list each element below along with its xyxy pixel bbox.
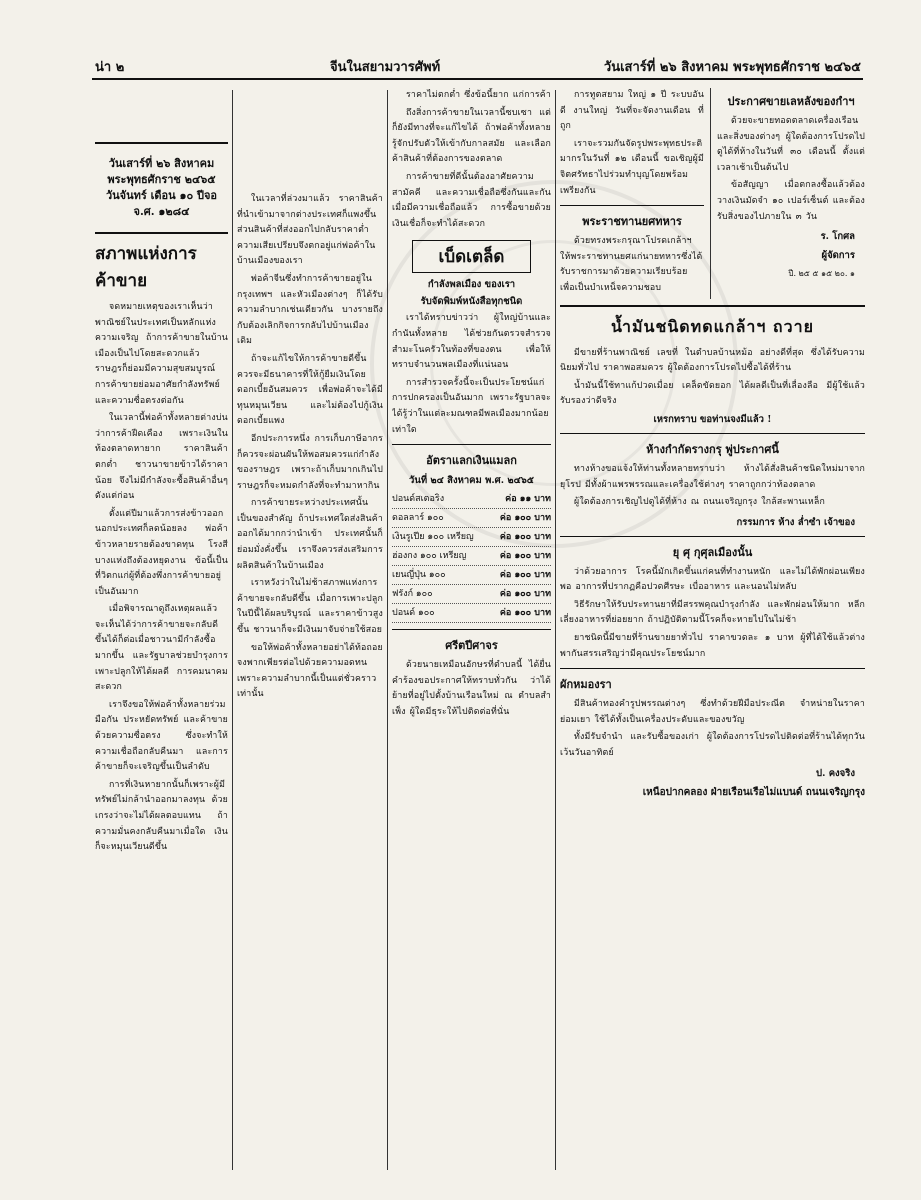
dateline (95, 150, 228, 226)
miscellany-heading: เบ็ดเตล็ด (412, 240, 531, 273)
top-right-block (717, 88, 865, 299)
notice-body (392, 658, 551, 720)
paragraph: ข้อสัญญา เมื่อตกลงซื้อแล้วต้องวางเงินมัดจำ ๑๐ เปอร์เซ็นต์ และต้องรับสิ่งของไปภายใน ๓ วัน (717, 180, 865, 222)
rate-currency: ปอนด์ ๑๐๐ (392, 608, 435, 619)
paragraph: ผู้ใดต้องการเชิญไปดูได้ที่ห้าง ณ ถนนเจริญกรุง ใกล้สะพานเหล็ก (574, 497, 826, 508)
news-top (392, 88, 551, 232)
company-notice-body (560, 462, 865, 511)
rule (560, 205, 704, 206)
exchange-rate-title: อัตราแลกเงินแมลก (426, 454, 517, 468)
top-left-block (560, 88, 704, 299)
rate-value: ค่อ ๑๐๐ บาท (499, 551, 551, 562)
paragraph: มีสินค้าทองคำรูปพรรณต่างๆ ซึ่งทำด้วยฝีมือประณีต จำหน่ายในราคาย่อมเยา ใช้ได้ทั้งเป็นเครื่องประดับและของขวัญ (560, 699, 865, 725)
paragraph: ในเวลานี้พ่อค้าทั้งหลายต่างบ่นว่าการค้าฝืดเคือง เพราะเงินในท้องตลาดหายาก ราคาสินค้าตกต่ำ ชาวนาขายข้าวได้ราคาน้อย จึงไม่มีกำลังจะซื้อสินค้าอื่นๆ ดังแต่ก่อน (95, 413, 228, 502)
rate-value: ค่อ ๑๐๐ บาท (499, 532, 551, 543)
paragraph: เมื่อพิจารณาดูถึงเหตุผลแล้ว จะเห็นได้ว่าการค้าขายจะกลับดีขึ้นได้ก็ต่อเมื่อชาวนามีกำลังซื้อมากขึ้น และรัฐบาลช่วยบำรุงการเพาะปลูกให้ได้ผลดี การคมนาคมสะดวก (95, 604, 228, 693)
dateline-gregorian: วันเสาร์ที่ ๒๖ สิงหาคม พระพุทธศักราช ๒๔๖๕ (107, 157, 216, 186)
exchange-rate-date: วันที่ ๒๔ สิงหาคม พ.ศ. ๒๔๖๕ (408, 475, 534, 487)
rate-row (392, 604, 551, 623)
rule (560, 536, 865, 537)
paragraph: ด้วยจะขายทอดตลาดเครื่องเรือน และสิ่งของต่างๆ ผู้ใดต้องการโปรดไปดูได้ที่ห้างในวันที่ ๓๐ เดือนนี้ ตั้งแต่เวลาเช้าเป็นต้นไป (717, 116, 865, 173)
rate-currency: ดอลลาร์ ๑๐๐ (392, 513, 444, 524)
paragraph: พ่อค้าจีนซึ่งทำการค้าขายอยู่ในกรุงเทพฯ และหัวเมืองต่างๆ ก็ได้รับความลำบากเช่นเดียวกัน บางรายถึงกับต้องเลิกกิจการกลับไปบ้านเมืองเดิม (237, 273, 383, 347)
paragraph: ด้วยนายเหมือนอักษรที่ตำบลนี้ ได้ยื่นคำร้องขอประกาศให้ทราบทั่วกัน ว่าได้ย้ายที่อยู่ไปตั้งบ้านเรือนใหม่ ณ ตำบลสำเพ็ง ผู้ใดมีธุระให้ไปติดต่อที่นั่น (392, 660, 551, 717)
paragraph: จดหมายเหตุของเราเห็นว่าพาณิชย์ในประเทศเป็นหลักแห่งความเจริญ ถ้าการค้าขายในบ้านเมืองเป็นไปโดยสะดวกแล้ว ราษฎรก็ย่อมมีความสุขสมบูรณ์ การค้าขายย่อมอาศัยกำลังทรัพย์และความซื่อตรงต่อกัน (95, 302, 228, 406)
column-divider (710, 88, 711, 299)
rate-currency: เงินรูเปีย ๑๐๐ เหรียญ (392, 532, 474, 543)
newspaper-name: จีนในสยามวารศัพท์ (330, 60, 441, 75)
oil-ad-signature: เหรกทราบ ขอท่านจงมีแล้ว ! (653, 413, 772, 425)
rate-currency: ปอนด์สเตอริง (392, 494, 445, 505)
gold-shop-signature: ป. คงจริง (816, 767, 855, 779)
auction-signature-title: ผู้จัดการ (821, 250, 855, 262)
paragraph: ในเวลาที่ล่วงมาแล้ว ราคาสินค้าที่นำเข้ามาจากต่างประเทศก็แพงขึ้น ส่วนสินค้าที่ส่งออกไปกลับราคาต่ำ ความเสียเปรียบจึงตกอยู่แก่พ่อค้าในบ้านเมืองของเรา (237, 194, 383, 267)
paragraph: เราหวังว่าในไม่ช้าสภาพแห่งการค้าขายจะกลับดีขึ้น เมื่อการเพาะปลูกในปีนี้ได้ผลบริบูรณ์ และราคาข้าวสูงขึ้น ชาวนาก็จะมีเงินมาจับจ่ายใช้สอย (237, 578, 383, 636)
rate-value: ค่อ ๑๐๐ บาท (499, 589, 551, 600)
rate-row (392, 509, 551, 528)
paragraph: ราคาไม่ตกต่ำ ซึ่งข้อนี้ยาก แก่การค้า (406, 90, 551, 100)
editorial-continued (237, 192, 383, 703)
paragraph: ทั้งมีรับจำนำ และรับซื้อของเก่า ผู้ใดต้องการโปรดไปติดต่อที่ร้านได้ทุกวันเว้นวันอาทิตย์ (560, 732, 865, 759)
header-rule (92, 78, 863, 80)
rule (95, 232, 228, 234)
rule (560, 433, 865, 434)
paragraph: การทูตสยาม ใหญ่ ๑ ปี ระบบอันดี งานใหญ่ วันที่จะจัดงานเดือน ที่ถูก (560, 90, 705, 132)
rule (392, 629, 551, 630)
gold-shop-title: ผักหมองรา (560, 678, 612, 692)
paragraph: มีขายที่ร้านพาณิชย์ เลขที่ ในตำบลบ้านหม้อ อย่างดีที่สุด ซึ่งได้รับความนิยมทั่วไป ราคาพอสมควร ผู้ใดต้องการโปรดไปซื้อได้ที่ร้าน (560, 347, 865, 374)
header-date: วันเสาร์ที่ ๒๖ สิงหาคม พระพุทธศักราช ๒๔๖๕ (603, 60, 861, 75)
paragraph: เราได้ทราบข่าวว่า ผู้ใหญ่บ้านและกำนันทั้งหลาย ได้ช่วยกันตรวจสำรวจสำมะโนครัวในท้องที่ของตน เพื่อให้ทราบจำนวนพลเมืองที่แน่นอน (392, 313, 551, 371)
top-split (560, 88, 865, 299)
paragraph: วิธีรักษาให้รับประทานยาที่มีสรรพคุณบำรุงกำลัง และพักผ่อนให้มาก หลีกเลี่ยงอาหารที่ย่อยยาก ถ้าปฏิบัติตามนี้โรคก็จะหายไปในไม่ช้า (560, 599, 865, 626)
oil-ad-title: น้ำมันชนิดทดแกล้าฯ ถวาย (611, 316, 814, 336)
editorial-headline: สภาพแห่งการค้าขาย (95, 244, 197, 291)
paragraph: ยาชนิดนี้มีขายที่ร้านขายยาทั่วไป ราคาขวดละ ๑ บาท ผู้ที่ได้ใช้แล้วต่างพากันสรรเสริญว่ามีคุณประโยชน์มาก (560, 633, 865, 659)
paragraph: ตั้งแต่ปีมาแล้วการส่งข้าวออกนอกประเทศก็ลดน้อยลง พ่อค้าข้าวหลายรายต้องขาดทุน โรงสีบางแห่งถึงต้องหยุดงาน ข้อนี้เป็นที่วิตกแก่ผู้ที่ต้องพึ่งการค้าขายอยู่เป็นอันมาก (95, 508, 228, 597)
page-header (95, 52, 861, 80)
auction-signature: ร. โกศล (820, 231, 855, 243)
column-2 (237, 88, 383, 1170)
miscellany-subheading-2: รับจัดพิมพ์หนังสือทุกชนิด (420, 296, 523, 308)
rate-currency: ฮ่องกง ๑๐๐ เหรียญ (392, 551, 467, 562)
announcement-body (560, 88, 704, 199)
rate-row (392, 566, 551, 585)
rate-row (392, 528, 551, 547)
oil-ad-body (560, 346, 865, 410)
exchange-rate-table (392, 490, 551, 623)
column-1 (95, 88, 228, 1170)
page-number: น่า ๒ (95, 60, 125, 75)
column-3 (392, 88, 551, 1170)
medicine-ad-body (560, 565, 865, 663)
rate-row (392, 490, 551, 509)
paragraph: อีกประการหนึ่ง การเก็บภาษีอากรก็ควรจะผ่อนผันให้พอสมควรแก่กำลังของราษฎร เพราะถ้าเก็บมากเกินไป ราษฎรก็จะหมดกำลังที่จะทำมาหากิน (237, 433, 383, 491)
dateline-lunar: วันจันทร์ เดือน ๑๐ ปีจอ จ.ศ. ๑๒๘๔ (105, 189, 218, 218)
rate-value: ค่อ ๑๑ บาท (505, 494, 551, 505)
paragraph: ว่าด้วยอาการ โรคนี้มักเกิดขึ้นแก่คนที่ทำงานหนัก และไม่ได้พักผ่อนเพียงพอ อาการที่ปรากฏคือปวดศีรษะ เบื่ออาหาร และนอนไม่หลับ (560, 566, 865, 593)
rate-value: ค่อ ๑๐๐ บาท (499, 513, 551, 524)
military-rank-body (560, 234, 704, 296)
auction-body (717, 114, 865, 225)
company-notice-signature: กรรมการ ห้าง ล่ำซำ เจ้าของ (736, 516, 855, 528)
column-4 (560, 88, 865, 1170)
paragraph: ขอให้พ่อค้าทั้งหลายอย่าได้ท้อถอย จงพากเพียรต่อไปด้วยความอดทน เพราะความลำบากนี้เป็นแต่ชั่วคราวเท่านั้น (237, 642, 383, 700)
column-divider (555, 90, 556, 1170)
gold-shop-body (560, 697, 865, 761)
miscellany-subheading: กำลังพลเมือง ของเรา (427, 279, 516, 291)
column-divider (232, 90, 233, 1170)
auction-title: ประกาศขายเลหลังของกำฯ (727, 95, 855, 108)
rule (560, 668, 865, 669)
rate-row (392, 585, 551, 604)
paragraph: ด้วยทรงพระกรุณาโปรดเกล้าฯ ให้พระราชทานยศแก่นายทหารซึ่งได้รับราชการมาด้วยความเรียบร้อย เพื่อเป็นบำเหน็จความชอบ (560, 236, 703, 293)
rate-row (392, 547, 551, 566)
paragraph: การที่เงินหายากนั้นก็เพราะผู้มีทรัพย์ไม่กล้านำออกมาลงทุน ด้วยเกรงว่าจะไม่ได้ผลตอบแทน ถ้าความมั่นคงกลับคืนมาเมื่อใด เงินก็จะหมุนเวียนดีขึ้น (95, 779, 228, 853)
paragraph: ทางห้างขอแจ้งให้ท่านทั้งหลายทราบว่า ห้างได้สั่งสินค้าชนิดใหม่มาจากยุโรป มีทั้งผ้าแพรพรรณและเครื่องใช้ต่างๆ ราคาถูกกว่าท้องตลาด (560, 463, 865, 490)
gold-shop-address: เหนือปากคลอง ฝ่ายเรือนเรือไม่แบนด์ ถนนเจริญกรุง (642, 786, 865, 798)
rule (95, 142, 228, 144)
paragraph: การสำรวจครั้งนี้จะเป็นประโยชน์แก่การปกครองเป็นอันมาก เพราะรัฐบาลจะได้รู้ว่าในแต่ละมณฑลมีพลเมืองมากน้อยเท่าใด (392, 377, 551, 435)
company-notice-title: ห้างกำกัดรางกรุ พู่ประกาศนี้ (646, 442, 779, 456)
military-rank-title: พระราชทานยศทหาร (582, 215, 682, 229)
medicine-ad-title: ยุ ศุ กุศุลเมืองนั้น (672, 545, 753, 559)
rate-value: ค่อ ๑๐๐ บาท (499, 570, 551, 581)
paragraph: ถ้าจะแก้ไขให้การค้าขายดีขึ้น ควรจะมีธนาคารที่ให้กู้ยืมเงินโดยดอกเบี้ยอันสมควร เพื่อพ่อค้าจะได้มีทุนหมุนเวียน และไม่ต้องไปกู้เงินดอกเบี้ยแพง (237, 353, 383, 427)
miscellany-body (392, 311, 551, 438)
paragraph: ถึงสิ่งการค้าขายในเวลานี้ซบเซา แต่ก็ยังมีทางที่จะแก้ไขได้ ถ้าพ่อค้าทั้งหลายรู้จักปรับตัวให้เข้ากับกาลสมัย และเลือกค้าสินค้าที่ต้องการของตลาด (392, 107, 551, 165)
paragraph: การค้าขายระหว่างประเทศนั้นเป็นของสำคัญ ถ้าประเทศใดส่งสินค้าออกได้มากกว่านำเข้า ประเทศนั้นก็ย่อมมั่งคั่งขึ้น เราจึงควรส่งเสริมการผลิตสินค้าในบ้านเมือง (237, 498, 383, 571)
paragraph: เราจะรวมกันจัดรูปพระพุทธประติมากรในวันที่ ๑๒ เดือนนี้ ขอเชิญผู้มีจิตศรัทธาไปร่วมทำบุญโดยพร้อมเพรียงกัน (560, 138, 705, 196)
paragraph: การค้าขายที่ดีนั้นต้องอาศัยความสามัคคี และความเชื่อถือซึ่งกันและกัน เมื่อมีความเชื่อถือแล้ว การซื้อขายด้วยเงินเชื่อก็จะทำได้สะดวก (392, 171, 551, 229)
rate-value: ค่อ ๑๐๐ บาท (499, 608, 551, 619)
paragraph: น้ำมันนี้ใช้ทาแก้ปวดเมื่อย เคล็ดขัดยอก ได้ผลดีเป็นที่เลื่องลือ มีผู้ใช้แล้วรับรองว่าดีจริง (560, 380, 865, 407)
paragraph: เราจึงขอให้พ่อค้าทั้งหลายร่วมมือกัน ประหยัดทรัพย์ และค้าขายด้วยความซื่อตรง ซึ่งจะทำให้ความเชื่อถือกลับคืนมา และการค้าขายก็จะเจริญขึ้นเป็นลำดับ (95, 699, 228, 773)
notice-title: ศรีตปีศาจร (445, 639, 498, 653)
rule (560, 305, 865, 307)
editorial-body (95, 300, 228, 856)
rate-currency: เยนญี่ปุ่น ๑๐๐ (392, 570, 446, 581)
auction-footer: ปี. ๒๕ ๕ ๑๕ ๒๐. ๑ (788, 269, 855, 279)
rate-currency: ฟรังก์ ๑๐๐ (392, 589, 433, 600)
rule (392, 444, 551, 445)
column-divider (387, 90, 388, 1170)
